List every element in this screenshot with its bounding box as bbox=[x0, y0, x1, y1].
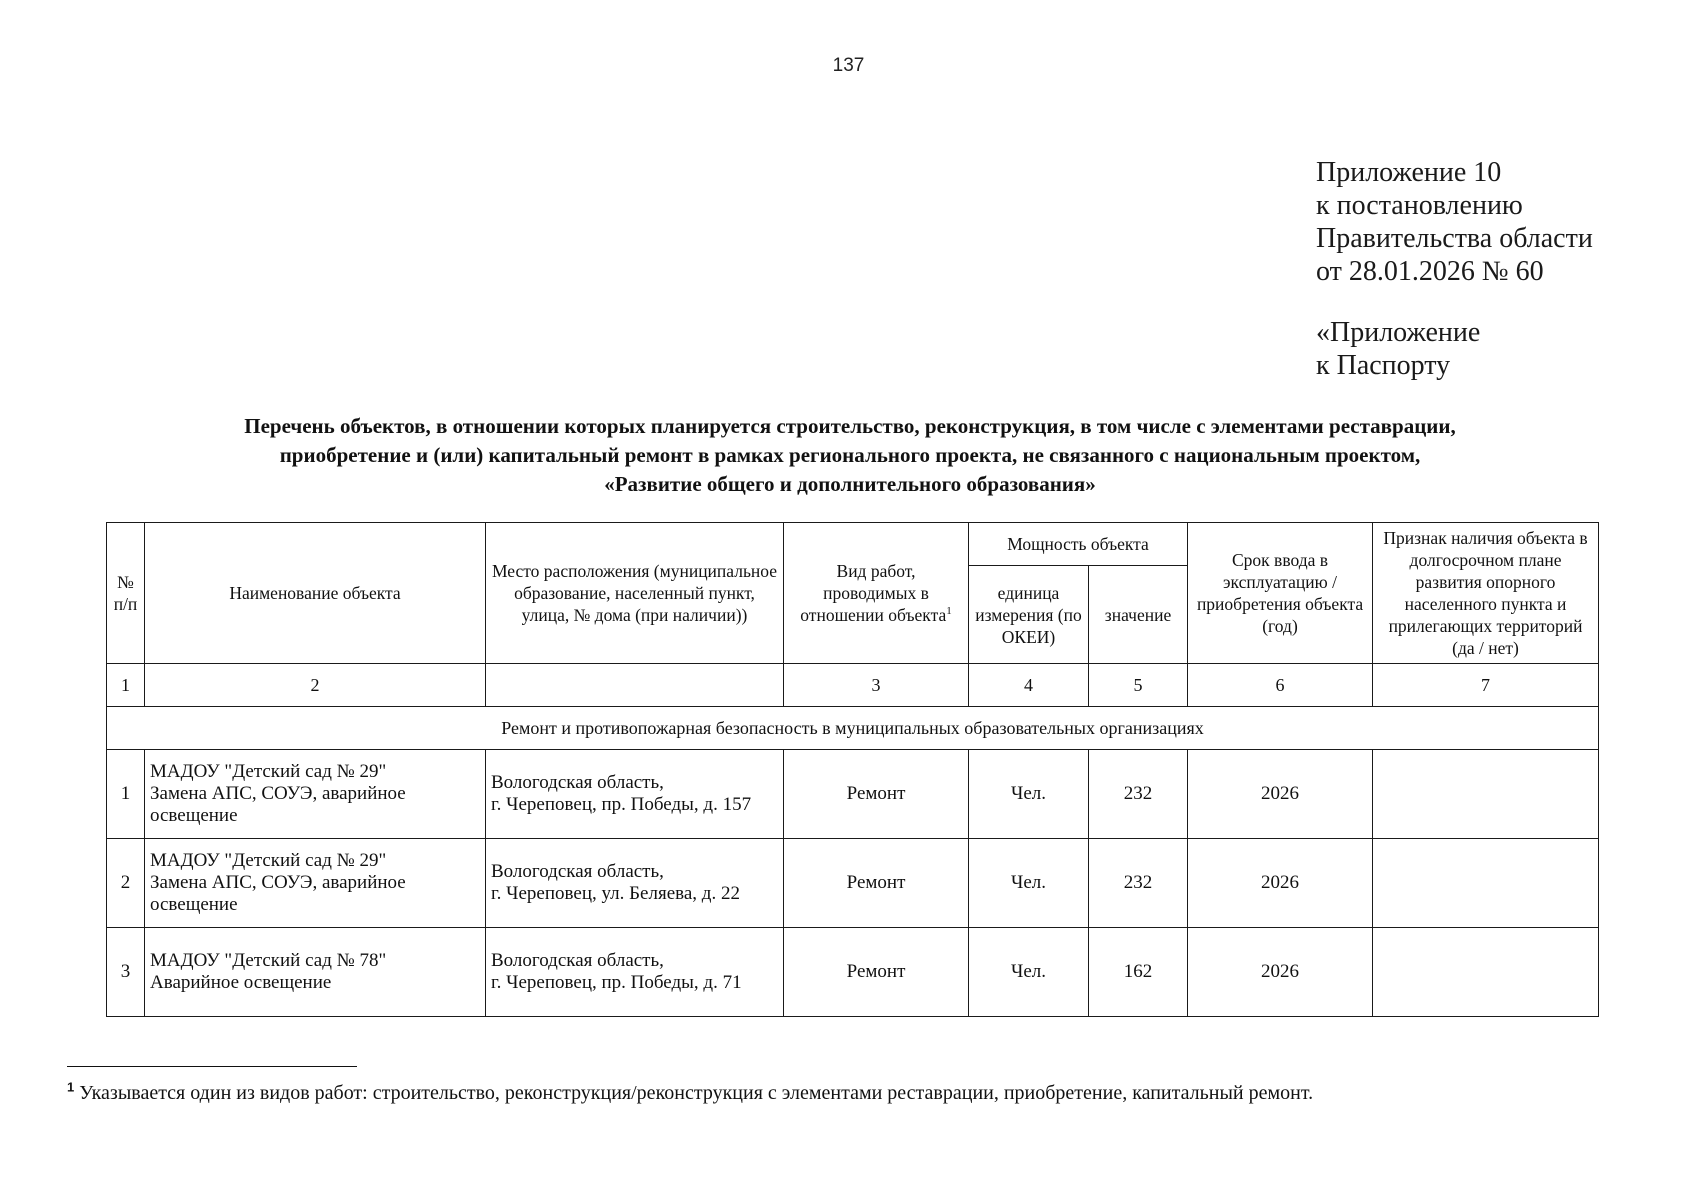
unit: Чел. bbox=[969, 839, 1089, 928]
column-number: 1 bbox=[107, 664, 145, 707]
capacity-value: 232 bbox=[1089, 750, 1188, 839]
column-number-row bbox=[107, 664, 1599, 707]
object-name bbox=[145, 928, 486, 1017]
column-number: 7 bbox=[1373, 664, 1599, 707]
work-type: Ремонт bbox=[784, 839, 969, 928]
capacity-value: 232 bbox=[1089, 839, 1188, 928]
header-value: значение bbox=[1089, 566, 1188, 664]
object-location bbox=[486, 750, 784, 839]
table-row bbox=[107, 928, 1599, 1017]
object-name-line: Аварийное освещение bbox=[150, 972, 332, 993]
page-number: 137 bbox=[832, 55, 865, 76]
unit: Чел. bbox=[969, 750, 1089, 839]
location-line: г. Череповец, ул. Беляева, д. 22 bbox=[491, 883, 740, 904]
approval-line: Приложение 10 bbox=[1316, 157, 1502, 188]
object-name-line: МАДОУ "Детский сад № 29" bbox=[150, 761, 387, 782]
table-row bbox=[107, 839, 1599, 928]
column-number bbox=[486, 664, 784, 707]
header-name: Наименование объекта bbox=[145, 523, 486, 664]
footnote-marker: 1 bbox=[67, 1079, 75, 1095]
footnote-divider bbox=[67, 1066, 357, 1067]
capacity-value: 162 bbox=[1089, 928, 1188, 1017]
object-name bbox=[145, 750, 486, 839]
work-type: Ремонт bbox=[784, 750, 969, 839]
header-work-type bbox=[784, 523, 969, 664]
column-number: 3 bbox=[784, 664, 969, 707]
section-title: Ремонт и противопожарная безопасность в муниципальных образовательных организациях bbox=[107, 707, 1599, 750]
approval-spacer bbox=[1316, 288, 1676, 316]
commission-year: 2026 bbox=[1188, 928, 1373, 1017]
work-type: Ремонт bbox=[784, 928, 969, 1017]
commission-year: 2026 bbox=[1188, 839, 1373, 928]
location-line: Вологодская область, bbox=[491, 772, 664, 793]
header-capacity: Мощность объекта bbox=[969, 523, 1188, 566]
commission-year: 2026 bbox=[1188, 750, 1373, 839]
document-title bbox=[70, 412, 1630, 499]
header-work-type-text: Вид работ, проводимых в отношении объекта bbox=[800, 561, 947, 625]
object-name bbox=[145, 839, 486, 928]
column-number: 5 bbox=[1089, 664, 1188, 707]
plan-sign bbox=[1373, 928, 1599, 1017]
approval-block bbox=[1316, 156, 1676, 382]
row-number: 3 bbox=[107, 928, 145, 1017]
title-line: приобретение и (или) капитальный ремонт в рамках регионального проекта, не связанного с национальным проектом, bbox=[279, 443, 1421, 467]
footnote-text: Указывается один из видов работ: строительство, реконструкция/реконструкция с элементами реставрации, приобретение, капитальный ремонт. bbox=[79, 1082, 1314, 1104]
column-number: 6 bbox=[1188, 664, 1373, 707]
approval-line: к постановлению bbox=[1316, 190, 1523, 221]
location-line: г. Череповец, пр. Победы, д. 157 bbox=[491, 794, 752, 815]
object-name-line: МАДОУ "Детский сад № 78" bbox=[150, 950, 387, 971]
header-number: № п/п bbox=[107, 523, 145, 664]
section-row bbox=[107, 707, 1599, 750]
title-line: «Развитие общего и дополнительного образования» bbox=[604, 472, 1096, 496]
object-location bbox=[486, 839, 784, 928]
header-unit: единица измерения (по ОКЕИ) bbox=[969, 566, 1089, 664]
location-line: Вологодская область, bbox=[491, 861, 664, 882]
approval-line: от 28.01.2026 № 60 bbox=[1316, 256, 1544, 287]
plan-sign bbox=[1373, 750, 1599, 839]
approval-line: к Паспорту bbox=[1316, 350, 1451, 381]
object-name-line: МАДОУ "Детский сад № 29" bbox=[150, 850, 387, 871]
title-line: Перечень объектов, в отношении которых планируется строительство, реконструкция, в том числе с элементами реставрации, bbox=[244, 414, 1456, 438]
object-location bbox=[486, 928, 784, 1017]
table-row bbox=[107, 750, 1599, 839]
footnote bbox=[67, 1080, 1667, 1106]
approval-line: «Приложение bbox=[1316, 317, 1481, 348]
column-number: 4 bbox=[969, 664, 1089, 707]
unit: Чел. bbox=[969, 928, 1089, 1017]
row-number: 1 bbox=[107, 750, 145, 839]
row-number: 2 bbox=[107, 839, 145, 928]
approval-line: Правительства области bbox=[1316, 223, 1593, 254]
objects-table bbox=[106, 522, 1599, 1017]
location-line: г. Череповец, пр. Победы, д. 71 bbox=[491, 972, 742, 993]
plan-sign bbox=[1373, 839, 1599, 928]
header-sign: Признак наличия объекта в долгосрочном плане развития опорного населенного пункта и прилегающих территорий (да / нет) bbox=[1373, 523, 1599, 664]
object-name-line: Замена АПС, СОУЭ, аварийное освещение bbox=[150, 783, 406, 826]
header-location: Место расположения (муниципальное образование, населенный пункт, улица, № дома (при наличии)) bbox=[486, 523, 784, 664]
column-number: 2 bbox=[145, 664, 486, 707]
location-line: Вологодская область, bbox=[491, 950, 664, 971]
footnote-ref: 1 bbox=[946, 605, 952, 618]
object-name-line: Замена АПС, СОУЭ, аварийное освещение bbox=[150, 872, 406, 915]
header-deadline: Срок ввода в эксплуатацию /приобретения объекта (год) bbox=[1188, 523, 1373, 664]
